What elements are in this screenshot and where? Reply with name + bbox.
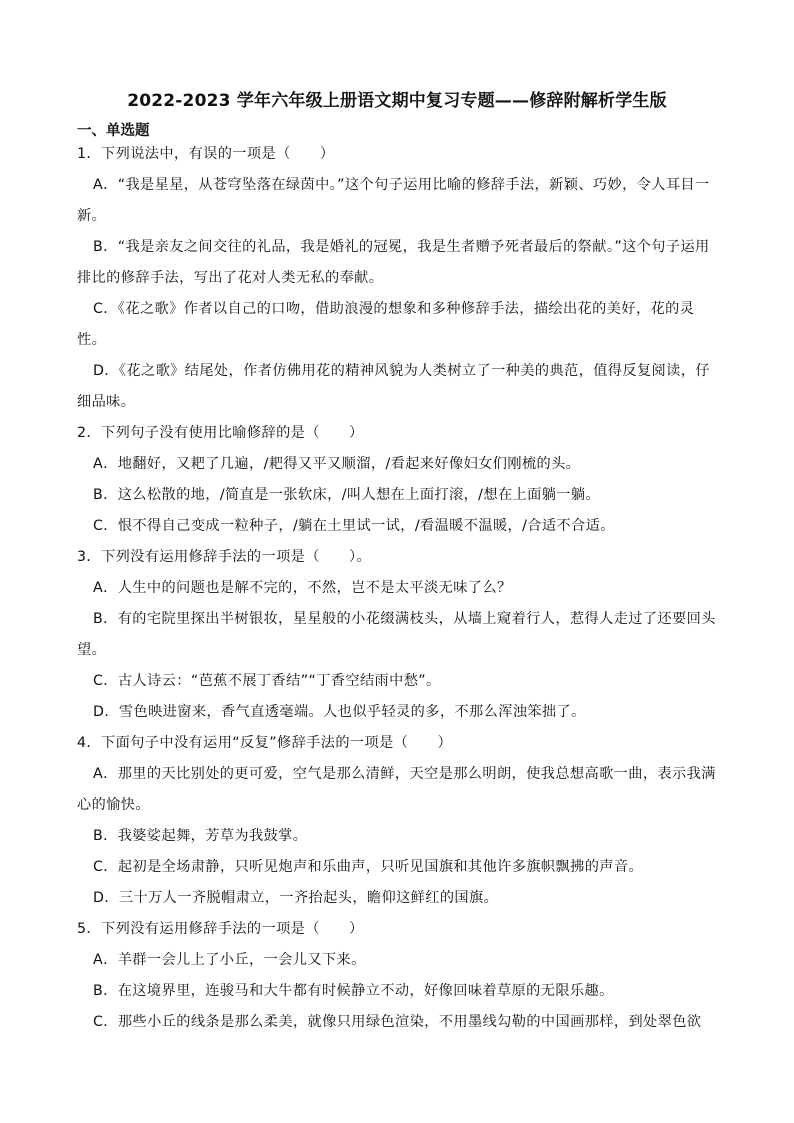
question-stem: 2．下列句子没有使用比喻修辞的是（ ） <box>77 425 364 441</box>
question-stem: 5．下列没有运用修辞手法的一项是（ ） <box>77 921 364 937</box>
option-c: C．《花之歌》作者以自己的口吻，借助浪漫的想象和多种修辞手法，描绘出花的美好，花的灵性。 <box>77 301 695 348</box>
option-b: B．有的宅院里探出半树银妆，星星般的小花缀满枝头，从墙上窥着行人，惹得人走过了还要回头望。 <box>77 611 716 658</box>
option-c: C．起初是全场肃静，只听见炮声和乐曲声，只听见国旗和其他许多旗帜飘拂的声音。 <box>93 859 644 875</box>
question-list <box>77 139 722 1038</box>
question-5 <box>77 914 722 1038</box>
section-heading: 一、单选题 <box>77 123 150 139</box>
option-c: C．恨不得自己变成一粒种子，/躺在土里试一试，/看温暖不温暖，/合适不合适。 <box>93 518 615 534</box>
option-d: D．三十万人一齐脱帽肃立，一齐抬起头，瞻仰这鲜红的国旗。 <box>93 890 499 906</box>
option-a: A．羊群一会儿上了小丘，一会儿又下来。 <box>93 952 366 968</box>
option-c: C．古人诗云：“芭蕉不展丁香结”“丁香空结雨中愁”。 <box>93 673 441 689</box>
option-b: B．在这境界里，连骏马和大牛都有时候静立不动，好像回味着草原的无限乐趣。 <box>93 983 614 999</box>
option-a: A．地翻好，又耙了几遍，/耙得又平又顺溜，/看起来好像妇女们刚梳的头。 <box>93 456 581 472</box>
option-b: B．这么松散的地，/简直是一张软床，/叫人想在上面打滚，/想在上面躺一躺。 <box>93 487 601 503</box>
option-b: B．我婆娑起舞，芳草为我鼓掌。 <box>93 828 308 844</box>
page-title: 2022-2023 学年六年级上册语文期中复习专题——修辞附解析学生版 <box>127 91 667 111</box>
question-4 <box>77 728 722 914</box>
option-d: D．雪色映进窗来，香气直透毫端。人也似乎轻灵的多，不那么浑浊笨拙了。 <box>93 704 586 720</box>
question-2 <box>77 418 722 542</box>
question-1 <box>77 139 722 418</box>
option-c: C．那些小丘的线条是那么柔美，就像只用绿色渲染，不用墨线勾勒的中国画那样，到处翠色欲 <box>93 1014 702 1030</box>
option-d: D．《花之歌》结尾处，作者仿佛用花的精神风貌为人类树立了一种美的典范，值得反复阅读，仔细品味。 <box>77 363 710 410</box>
question-3 <box>77 542 722 728</box>
option-a: A．人生中的问题也是解不完的，不然，岂不是太平淡无味了么？ <box>93 580 512 596</box>
question-stem: 1．下列说法中，有误的一项是（ ） <box>77 146 335 162</box>
question-stem: 4．下面句子中没有运用“反复”修辞手法的一项是（ ） <box>77 735 453 751</box>
option-b: B．“我是亲友之间交往的礼品，我是婚礼的冠冕，我是生者赠予死者最后的祭献。”这个句子运用排比的修辞手法，写出了花对人类无私的奉献。 <box>77 239 710 286</box>
option-a: A．“我是星星，从苍穹坠落在绿茵中。”这个句子运用比喻的修辞手法，新颖、巧妙，令人耳目一新。 <box>77 177 710 224</box>
question-stem: 3．下列没有运用修辞手法的一项是（ ）。 <box>77 549 372 565</box>
option-a: A．那里的天比别处的更可爱，空气是那么清鲜，天空是那么明朗，使我总想高歌一曲，表示我满心的愉快。 <box>77 766 716 813</box>
